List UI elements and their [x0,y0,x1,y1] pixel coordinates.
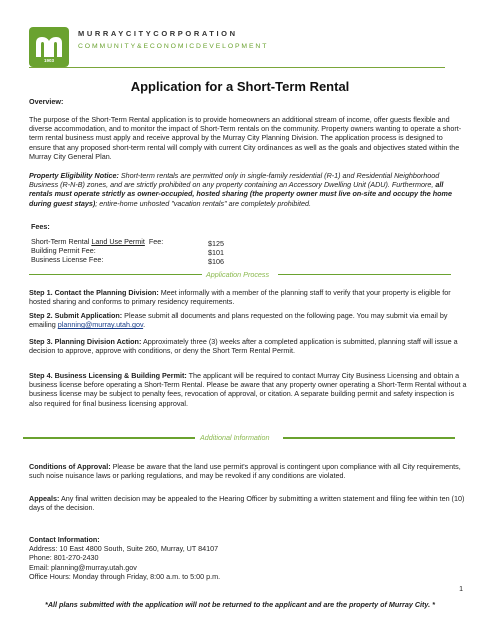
org-name: MURRAYCITYCORPORATION [78,29,238,38]
step-3-label: Step 3. Planning Division Action: [29,337,142,346]
step-4-text: The applicant will be required to contact Murray City Business Licensing and obtain a business license before operating a Short-Term Rental. Please be aware that any property owner operating a Short-Term Rental without a business license may be subject to penalty fees, revocation of approval, or citation. A separate building permit and safety inspection is also required for final business licensing approval. [29,371,467,408]
fee-amount-business: $106 [208,257,224,266]
application-process-divider [29,270,451,280]
step-1-text: Meet informally with a member of the planning staff to verify that your property is eligible for hosted sharing and conforms to primary residency requirements. [29,288,451,307]
footer-note: *All plans submitted with the application will not be returned to the applicant and are the property of Murray City. * [45,600,435,609]
additional-information-label: Additional Information [200,433,270,442]
eligibility-owner-occupied: all rentals must operate strictly as owner-occupied, hosted sharing (the property owner must live on-site and occupy the home during guest stays) [29,180,452,208]
overview-text: The purpose of the Short-Term Rental application is to provide homeowners an additional stream of income, offer guests flexible and diverse accommodation, and to monitor the impact of Short-Term rentals on the community. Property owners wanting to operate a short-term rental business must apply and receive approval by the Murray City Planning Division. The application process is designed to ensure that any proposed short-term rental will comply with current City ordinances as well as the goals and objectives stated within the Murray City General Plan. [29,115,462,161]
eligibility-text-2: ; entire-home unhosted "vacation rentals" are completely prohibited. [95,198,311,208]
fee-amount-building: $101 [208,248,224,257]
step-1 [29,288,469,306]
fee-label-business: Business License Fee: [31,255,104,264]
application-process-label: Application Process [206,270,270,279]
contact-address: Address: 10 East 4800 South, Suite 260, Murray, UT 84107 [29,544,219,554]
step-1-label: Step 1. Contact the Planning Division: [29,288,159,297]
planning-email-link[interactable]: planning@murray.utah.gov [57,320,144,330]
step-4-label: Step 4. Business Licensing & Building Permit: [29,371,187,380]
fee-label-post: Fee: [144,237,164,246]
fee-amount-land-use: $125 [208,239,224,248]
step-2 [29,311,469,329]
appeals-label: Appeals: [29,494,60,503]
department-name: COMMUNITY&ECONOMICDEVELOPMENT [78,43,269,50]
contact-phone: Phone: 801-270-2430 [29,553,99,563]
contact-email: Email: planning@murray.utah.gov [29,562,137,572]
step-2-label: Step 2. Submit Application: [29,311,123,320]
eligibility-text-1: Short-term rentals are permitted only in single-family residential (R-1) and Residential Neighborhood Business (R-N-B) zones, and are strictly prohibited on any property containing an Accessory Dwelling Unit (ADU). Furthermore, [29,171,440,190]
conditions-text: Please be aware that the land use permit's approval is contingent upon compliance with all City requirements, such noise nuisance laws or parking regulations, and may be revoked if any conditions are violated. [29,462,461,481]
step-3-text: Approximately three (3) weeks after a completed application is submitted, planning staff will issue a decision to approve, approve with conditions, or deny the Short Term Rental Permit. [29,337,458,356]
murray-city-logo [29,27,69,67]
step-4 [29,371,469,408]
fee-label-land-use [31,237,163,246]
step-3 [29,337,469,355]
step-2-text: Please submit all documents and plans requested on the following page. You may submit via email by emailing [29,311,448,330]
fee-label-building: Building Permit Fee: [31,246,96,255]
fee-label-underlined: Land Use Permit [91,237,145,246]
conditions-label: Conditions of Approval: [29,462,111,471]
fee-label-pre: Short-Term Rental [31,237,92,246]
additional-information-divider [23,433,455,443]
page-number: 1 [459,586,463,593]
header-divider [29,67,445,68]
divider-line-left [23,437,195,439]
step-2-after: . [143,320,146,330]
contact-hours: Office Hours: Monday through Friday, 8:00 a.m. to 5:00 p.m. [29,571,221,581]
fees-heading: Fees: [31,222,50,231]
logo-year: 1903 [43,58,54,63]
contact-heading: Contact Information: [29,535,100,544]
page-title: Application for a Short-Term Rental [130,79,350,94]
contact-information [29,535,469,581]
eligibility-notice [29,171,459,208]
appeals [29,494,469,512]
divider-line-right [283,437,455,439]
divider-line-left [29,274,202,275]
appeals-text: Any final written decision may be appealed to the Hearing Officer by submitting a written statement and filing fee within ten (10) days of the decision. [29,494,465,513]
conditions-of-approval [29,462,469,480]
divider-line-right [278,274,451,275]
eligibility-heading: Property Eligibility Notice: [29,171,119,180]
overview-heading: Overview: [29,97,64,106]
